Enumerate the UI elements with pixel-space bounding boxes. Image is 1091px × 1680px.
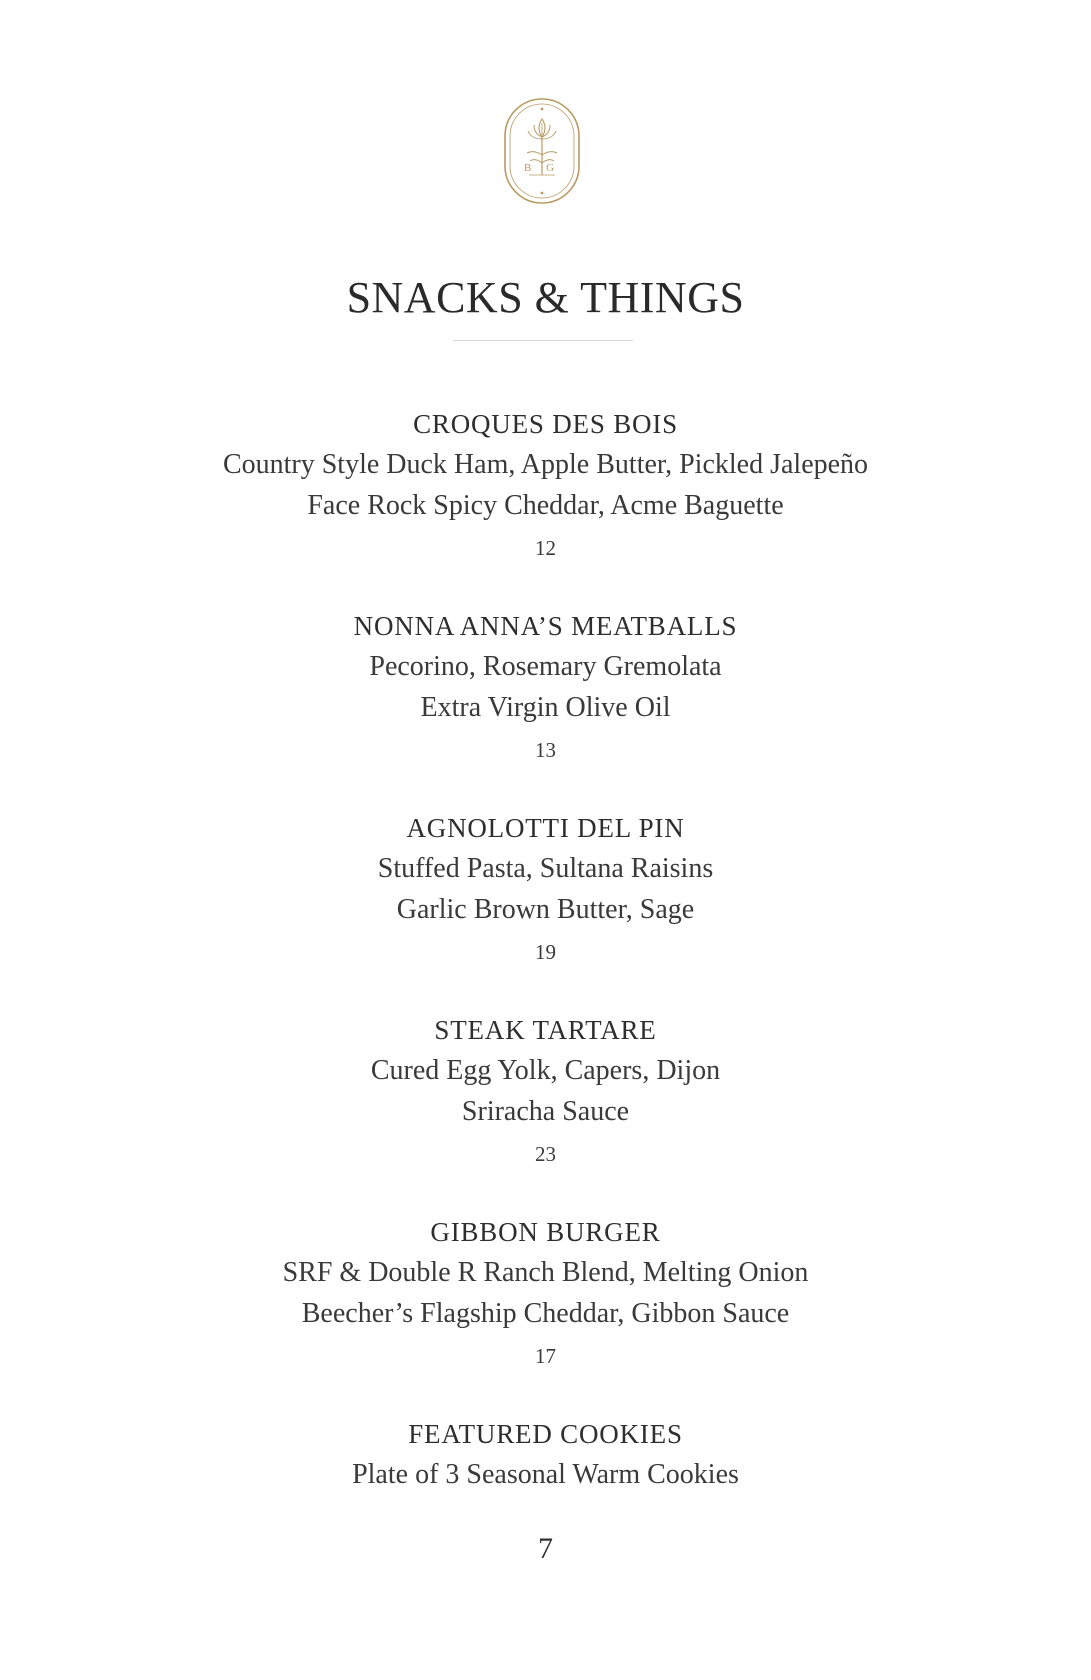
menu-item bbox=[0, 808, 1091, 972]
menu-item bbox=[0, 404, 1091, 568]
item-description: Plate of 3 Seasonal Warm Cookies bbox=[352, 1459, 739, 1490]
item-name: NONNA ANNA’S MEATBALLS bbox=[353, 611, 738, 641]
item-price: 12 bbox=[535, 536, 556, 560]
title-divider bbox=[453, 340, 633, 341]
page-number: 7 bbox=[538, 1532, 553, 1565]
item-description: Stuffed Pasta, Sultana Raisins bbox=[377, 853, 714, 884]
item-name: FEATURED COOKIES bbox=[408, 1419, 683, 1449]
item-description: Sriracha Sauce bbox=[461, 1096, 630, 1127]
menu-item bbox=[0, 1414, 1091, 1495]
item-description: Country Style Duck Ham, Apple Butter, Pickled Jalepeño bbox=[222, 449, 869, 480]
menu-items bbox=[0, 404, 1091, 1533]
wheat-plant-icon bbox=[503, 97, 581, 205]
item-price: 19 bbox=[535, 940, 556, 964]
item-price: 13 bbox=[535, 738, 556, 762]
logo-letters: B G bbox=[523, 162, 561, 174]
item-price: 23 bbox=[535, 1142, 556, 1166]
item-name: AGNOLOTTI DEL PIN bbox=[406, 813, 685, 843]
item-name: CROQUES DES BOIS bbox=[413, 409, 678, 439]
item-name: STEAK TARTARE bbox=[434, 1015, 657, 1045]
item-description: Garlic Brown Butter, Sage bbox=[396, 894, 695, 925]
item-price: 17 bbox=[535, 1344, 556, 1368]
item-description: Extra Virgin Olive Oil bbox=[420, 692, 671, 723]
section-title: SNACKS & THINGS bbox=[346, 273, 745, 322]
menu-item bbox=[0, 606, 1091, 770]
item-description: Beecher’s Flagship Cheddar, Gibbon Sauce bbox=[301, 1298, 790, 1329]
item-name: GIBBON BURGER bbox=[430, 1217, 661, 1247]
item-description: Face Rock Spicy Cheddar, Acme Baguette bbox=[307, 490, 784, 521]
item-description: Cured Egg Yolk, Capers, Dijon bbox=[370, 1055, 721, 1086]
item-description: Pecorino, Rosemary Gremolata bbox=[369, 651, 722, 682]
menu-item bbox=[0, 1212, 1091, 1376]
menu-item bbox=[0, 1010, 1091, 1174]
item-description: SRF & Double R Ranch Blend, Melting Onion bbox=[282, 1257, 809, 1288]
